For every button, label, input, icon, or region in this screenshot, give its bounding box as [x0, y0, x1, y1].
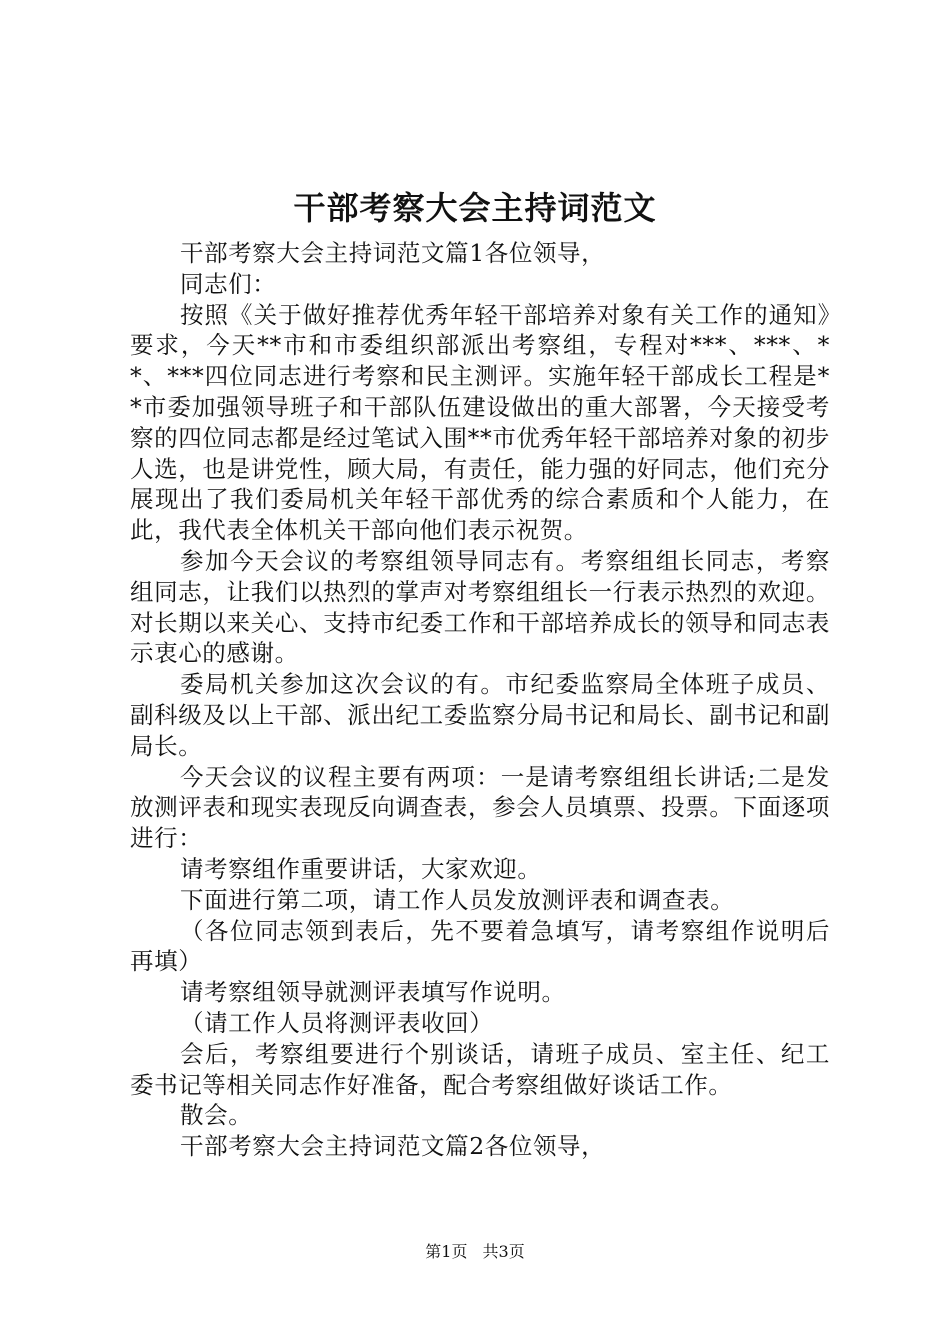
page-number-current: 第1页 — [425, 1242, 468, 1261]
paragraph: （各位同志领到表后，先不要着急填写，请考察组作说明后再填） — [130, 916, 830, 976]
document-body — [130, 238, 830, 1162]
paragraph: 干部考察大会主持词范文篇1各位领导， — [180, 239, 606, 267]
paragraph: 请考察组领导就测评表填写作说明。 — [180, 978, 566, 1007]
paragraph: 委局机关参加这次会议的有。市纪委监察局全体班子成员、副科级及以上干部、派出纪工委监察分局书记和局长、副书记和副局长。 — [130, 670, 830, 760]
page-footer — [0, 1241, 950, 1263]
paragraph: 干部考察大会主持词范文篇2各位领导， — [180, 1132, 606, 1161]
paragraph: 同志们： — [180, 269, 277, 298]
document-title: 干部考察大会主持词范文 — [293, 189, 657, 227]
paragraph: 下面进行第二项，请工作人员发放测评表和调查表。 — [180, 885, 735, 914]
paragraph: 请考察组作重要讲话，大家欢迎。 — [180, 854, 542, 883]
paragraph: 参加今天会议的考察组领导同志有。考察组组长同志，考察组同志，让我们以热烈的掌声对考察组组长一行表示热烈的欢迎。对长期以来关心、支持市纪委工作和干部培养成长的领导和同志表示衷心的感谢。 — [130, 546, 830, 668]
page-number-total: 共3页 — [482, 1242, 525, 1261]
paragraph: 按照《关于做好推荐优秀年轻干部培养对象有关工作的通知》要求，今天**市和市委组织部派出考察组，专程对***、***、**、***四位同志进行考察和民主测评。实施年轻干部成长工程是**市委加强领导班子和干部队伍建设做出的重大部署，今天接受考察的四位同志都是经过笔试入围**市优秀年轻干部培养对象的初步人选，也是讲党性，顾大局，有责任，能力强的好同志，他们充分展现出了我们委局机关年轻干部优秀的综合素质和个人能力，在此，我代表全体机关干部向他们表示祝贺。 — [130, 300, 830, 545]
paragraph: （请工作人员将测评表收回） — [180, 1008, 494, 1037]
paragraph: 今天会议的议程主要有两项：一是请考察组组长讲话;二是发放测评表和现实表现反向调查表，参会人员填票、投票。下面逐项进行： — [130, 762, 830, 853]
paragraph: 散会。 — [180, 1101, 253, 1130]
paragraph: 会后，考察组要进行个别谈话，请班子成员、室主任、纪工委书记等相关同志作好准备，配合考察组做好谈话工作。 — [130, 1039, 830, 1099]
